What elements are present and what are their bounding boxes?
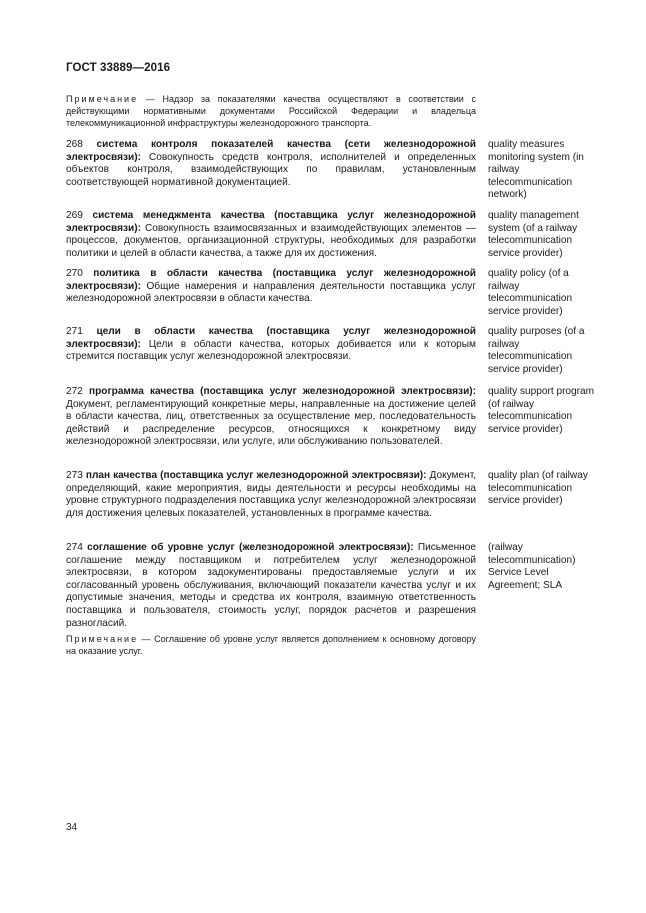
- term-entry-272: [66, 386, 476, 449]
- term-name: политика в области качества (поставщика услуг железнодорожной электросвязи):: [66, 268, 476, 292]
- note-text: — Надзор за показателями качества осуществляют в соответствии с действующими нормативными документами Российской Федерации и владельца телекоммуникационной инфраструктуры железнодорожного транспорта.: [66, 94, 476, 128]
- term-english-272: quality support program (of railway telecommunication service provider): [488, 386, 595, 435]
- term-definition: Совокупность средств контроля, исполнителей и определенных объектов контроля, взаимодействующих по правилам, установленным соответствующей нормативной документацией.: [66, 151, 476, 188]
- term-definition: Общие намерения и направления деятельности поставщика услуг железнодорожной электросвязи в области качества.: [66, 280, 476, 305]
- page-number: 34: [66, 822, 78, 833]
- term-name: система менеджмента качества (поставщика услуг железнодорожной электросвязи):: [66, 210, 476, 234]
- term-english-268: quality measures monitoring system (in railway telecommunication network): [488, 139, 584, 201]
- note-bottom: [66, 634, 476, 658]
- term-name: система контроля показателей качества (сети железнодорожной электросвязи):: [66, 139, 476, 163]
- note-lead: Примечание: [66, 94, 139, 104]
- term-entry-268: [66, 139, 476, 189]
- term-definition: Цели в области качества, которых добивается или к которым стремится поставщик услуг железнодорожной электросвязи.: [66, 338, 476, 363]
- term-english-274: (railway telecommunication) Service Level Agreement; SLA: [488, 542, 576, 591]
- term-number: 273: [66, 470, 86, 481]
- term-number: 269: [66, 210, 93, 221]
- term-definition: Документ, определяющий, какие мероприятия, виды деятельности и ресурсы необходимы на уровне структурного подразделения поставщика услуг железнодорожной электросвязи для достижения целевых показателей, установленных в программе качества.: [66, 470, 476, 519]
- term-name: программа качества (поставщика услуг железнодорожной электросвязи):: [89, 386, 476, 397]
- term-entry-270: [66, 268, 476, 306]
- term-english-273: quality plan (of railway telecommunication service provider): [488, 470, 588, 507]
- term-definition: Совокупность взаимосвязанных и взаимодействующих элементов — процессов, документов, организационной структуры, необходимых для разработки политики и целей в области качества, а также для их достижения.: [66, 222, 476, 259]
- term-number: 272: [66, 386, 90, 397]
- term-name: соглашение об уровне услуг (железнодорожной электросвязи):: [87, 542, 414, 553]
- term-definition: Документ, регламентирующий конкретные меры, направленные на достижение целей в области качества, лиц, ответственных за осуществление мер, последовательность действий и распределение ресурсов, относящихся к конкретному виду железнодорожной электросвязи, или услуге, или обслуживанию пользователей.: [66, 398, 476, 448]
- term-entry-269: [66, 210, 476, 260]
- term-number: 270: [66, 268, 94, 279]
- term-entry-271: [66, 326, 476, 364]
- term-entry-274: [66, 542, 476, 630]
- term-name: цели в области качества (поставщика услуг железнодорожной электросвязи):: [66, 326, 476, 350]
- term-entry-273: [66, 470, 476, 520]
- term-definition: Письменное соглашение между поставщиком и потребителем услуг железнодорожной электросвязи, в котором задокументированы предоставляемые услуги и их согласованный уровень обслуживания, включающий показатели качества услуг и их допустимые значения, методы и средства их контроля, взаимную ответственность поставщика и пользователя, стоимость услуг, порядок расчетов и разрешения разногласий.: [66, 542, 476, 629]
- term-english-271: quality purposes (of a railway telecommunication service provider): [488, 326, 585, 375]
- term-english-269: quality management system (of a railway telecommunication service provider): [488, 210, 579, 259]
- term-number: 268: [66, 139, 97, 150]
- note-text: — Соглашение об уровне услуг является дополнением к основному договору на оказание услуг.: [66, 634, 476, 656]
- note-top: [66, 94, 476, 129]
- term-english-270: quality policy (of a railway telecommunication service provider): [488, 268, 573, 317]
- term-number: 274: [66, 542, 88, 553]
- term-number: 271: [66, 326, 97, 337]
- term-name: план качества (поставщика услуг железнодорожной электросвязи):: [85, 470, 427, 481]
- note-lead: Примечание: [66, 634, 139, 644]
- document-header: ГОСТ 33889—2016: [66, 62, 171, 74]
